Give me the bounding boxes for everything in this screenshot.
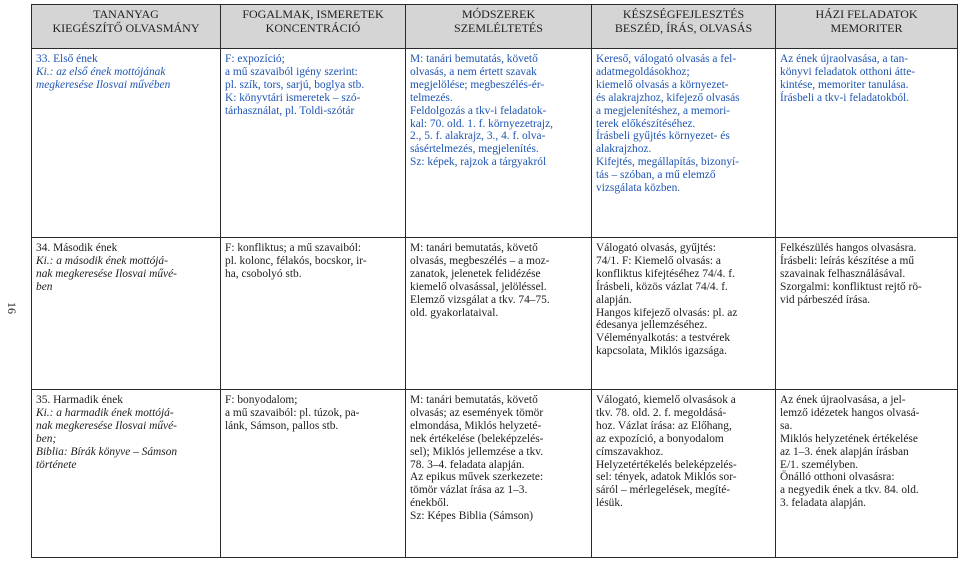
text-line: vizsgálata közben. <box>596 182 681 195</box>
text-line: konfliktus kifejtéséhez 74/4. f. <box>596 267 735 280</box>
text-line: zanatok, jelenetek felidézése <box>410 267 541 280</box>
reading-line: nak megkeresése Ilosvai művé- <box>36 267 177 280</box>
text-line: Írásbeli, közös vázlat 74/4. f. <box>596 280 728 293</box>
text-line: az expozíció, a bonyodalom <box>596 432 724 445</box>
cell-methods <box>406 49 592 238</box>
cell-material <box>32 49 221 238</box>
reading-line: ben; <box>36 432 57 445</box>
text-line: Az ének újraolvasása, a tan- <box>780 53 909 65</box>
text-line: sáról – mérlegelések, megíté- <box>596 484 731 497</box>
text-line: adatmegoldásokhoz; <box>596 65 690 78</box>
cell-methods <box>406 390 592 558</box>
cell-homework <box>776 49 958 238</box>
reading-line: ben <box>36 280 53 293</box>
text-line: kal: 70. old. 1. f. környezetrajz, <box>410 117 553 130</box>
text-line: 3. feladata alapján. <box>780 497 867 510</box>
reading-line: története <box>36 458 77 471</box>
text-line: Feldolgozás a tkv-i feladatok- <box>410 104 547 117</box>
header-methods <box>406 5 592 49</box>
text-line: telmezés. <box>410 91 453 104</box>
text-line: M: tanári bemutatás, követő <box>410 242 538 254</box>
text-line: Sz: Képes Biblia (Sámson) <box>410 510 534 523</box>
text-line: elmondása, Miklós helyzeté- <box>410 419 542 432</box>
text-line: énekből. <box>410 497 449 510</box>
text-line: tás – szóban, a mű elemző <box>596 169 716 182</box>
header-line: MÓDSZEREK <box>461 7 536 21</box>
text-line: Kereső, válogató olvasás a fel- <box>596 53 737 65</box>
text-line: Szorgalmi: konfliktust rejtő rö- <box>780 280 922 293</box>
text-line: megjelölése; megbeszélés-ér- <box>410 78 545 91</box>
text-line: címszavakhoz. <box>596 445 664 458</box>
header-line: MEMORITER <box>830 20 903 35</box>
cell-skills <box>592 238 776 390</box>
cell-material <box>32 238 221 390</box>
text-line: K: könyvtári ismeretek – szó- <box>225 91 361 104</box>
text-line: terek előkészítéséhez. <box>596 117 696 130</box>
text-line: olvasás; az események tömör <box>410 406 544 419</box>
cell-concepts <box>221 49 406 238</box>
reading-line: Ki.: a második ének mottójá- <box>36 254 168 267</box>
text-line: F: bonyodalom; <box>225 394 298 406</box>
text-line: lésük. <box>596 497 623 510</box>
text-line: sel: tények, adatok Miklós sor- <box>596 471 737 484</box>
header-line: TANANYAG <box>93 7 159 21</box>
lesson-title: 33. Első ének <box>36 53 98 65</box>
header-line: SZEMLÉLTETÉS <box>454 20 543 35</box>
text-line: Véleményalkotás: a testvérek <box>596 332 731 345</box>
header-line: KIEGÉSZÍTŐ OLVASMÁNY <box>52 20 200 35</box>
text-line: M: tanári bemutatás, követő <box>410 53 538 65</box>
text-line: könyvi feladatok otthoni átte- <box>780 65 916 78</box>
text-line: tkv. 78. old. 2. f. megoldásá- <box>596 406 727 419</box>
text-line: Miklós helyzetének értékelése <box>780 432 918 445</box>
text-line: sa. <box>780 419 793 432</box>
header-skills <box>592 5 776 49</box>
text-line: olvasás, a nem értett szavak <box>410 65 537 78</box>
text-line: Helyzetértékelés beleképzelés- <box>596 458 737 471</box>
cell-methods <box>406 238 592 390</box>
text-line: 78. 3–4. feladata alapján. <box>410 458 525 471</box>
text-line: pl. szík, tors, sarjú, boglya stb. <box>225 78 365 91</box>
text-line: vid párbeszéd írása. <box>780 293 871 306</box>
text-line: Válogató olvasás, gyűjtés: <box>596 242 716 254</box>
text-line: tárhasználat, pl. Toldi-szótár <box>225 104 355 117</box>
text-line: kiemelő olvasás a környezet- <box>596 78 729 91</box>
text-line: Felkészülés hangos olvasásra. <box>780 242 917 254</box>
text-line: Írásbeli a tkv-i feladatokból. <box>780 91 910 104</box>
text-line: kintése, memoriter tanulása. <box>780 78 909 91</box>
text-line: alakrajzhoz. <box>596 143 652 156</box>
header-material <box>32 5 221 49</box>
text-line: Hangos kifejező olvasás: pl. az <box>596 306 738 319</box>
text-line: 2., 5. f. alakrajz, 3., 4. f. olva- <box>410 130 546 143</box>
text-line: old. gyakorlataival. <box>410 306 499 319</box>
text-line: Írásbeli: leírás készítése a mű <box>780 254 915 267</box>
text-line: Sz: képek, rajzok a tárgyakról <box>410 156 547 169</box>
header-concepts <box>221 5 406 49</box>
reading-line: Ki.: az első ének mottójának <box>36 65 166 78</box>
cell-concepts <box>221 238 406 390</box>
header-line: BESZÉD, ÍRÁS, OLVASÁS <box>614 20 753 35</box>
text-line: Önálló otthoni olvasásra: <box>780 471 895 484</box>
text-line: E/1. személyben. <box>780 458 859 471</box>
text-line: sel); Miklós jellemzése a tkv. <box>410 445 544 458</box>
header-line: KÉSZSÉGFEJLESZTÉS <box>622 7 745 21</box>
text-line: kapcsolata, Miklós igazsága. <box>596 345 727 358</box>
text-line: a mű szavaiból: pl. túzok, pa- <box>225 406 360 419</box>
text-line: szavainak felhasználásával. <box>780 267 906 280</box>
text-line: Az epikus művek szerkezete: <box>410 471 544 484</box>
text-line: Elemző vizsgálat a tkv. 74–75. <box>410 293 550 306</box>
text-line: a mű szavaiból igény szerint: <box>225 65 358 78</box>
cell-homework <box>776 390 958 558</box>
lesson-title: 34. Második ének <box>36 242 118 254</box>
header-line: KONCENTRÁCIÓ <box>265 20 361 35</box>
text-line: a negyedik ének a tkv. 84. old. <box>780 484 919 497</box>
text-line: M: tanári bemutatás, követő <box>410 394 538 406</box>
text-line: Az ének újraolvasása, a jel- <box>780 394 906 406</box>
text-line: ha, csobolyó stb. <box>225 267 302 280</box>
reading-line: nak megkeresése Ilosvai művé- <box>36 419 177 432</box>
cell-skills <box>592 49 776 238</box>
lesson-plan-table <box>31 4 958 558</box>
text-line: lánk, Sámson, pallos stb. <box>225 419 339 432</box>
text-line: és alakrajzhoz, kifejező olvasás <box>596 91 740 104</box>
header-line: HÁZI FELADATOK <box>815 7 918 21</box>
text-line: F: konfliktus; a mű szavaiból: <box>225 242 362 254</box>
reading-line: Biblia: Bírák könyve – Sámson <box>36 445 178 458</box>
text-line: 74/1. F: Kiemelő olvasás: a <box>596 254 721 267</box>
header-homework <box>776 5 958 49</box>
text-line: a megjelenítéshez, a memori- <box>596 104 731 117</box>
header-line: FOGALMAK, ISMERETEK <box>242 7 384 21</box>
text-line: olvasás, megbeszélés – a moz- <box>410 254 550 267</box>
cell-concepts <box>221 390 406 558</box>
text-line: Írásbeli gyűjtés környezet- és <box>596 130 730 143</box>
text-line: sásértelmezés, megjelenítés. <box>410 143 539 156</box>
table-row <box>32 238 958 390</box>
text-line: édesanya jellemzéséhez. <box>596 319 708 332</box>
text-line: lemző idézetek hangos olvasá- <box>780 406 920 419</box>
reading-line: megkeresése Ilosvai művében <box>36 78 171 91</box>
text-line: az 1–3. ének alapján írásban <box>780 445 909 458</box>
lesson-title: 35. Harmadik ének <box>36 394 123 406</box>
table-row <box>32 390 958 558</box>
text-line: tömör vázlat írása az 1–3. <box>410 484 528 497</box>
table-row <box>32 49 958 238</box>
cell-homework <box>776 238 958 390</box>
cell-skills <box>592 390 776 558</box>
text-line: alapján. <box>596 293 632 306</box>
text-line: pl. kolonc, félakós, bocskor, ir- <box>225 254 367 267</box>
page-number: 16 <box>5 302 19 314</box>
header-row <box>32 5 958 49</box>
text-line: Válogató, kiemelő olvasások a <box>596 394 736 406</box>
text-line: kiemelő olvasással, jelöléssel. <box>410 280 547 293</box>
cell-material <box>32 390 221 558</box>
text-line: nek értékelése (beleképzelés- <box>410 432 544 445</box>
text-line: Kifejtés, megállapítás, bizonyí- <box>596 156 739 169</box>
text-line: hoz. Vázlat írása: az Előhang, <box>596 419 732 432</box>
reading-line: Ki.: a harmadik ének mottójá- <box>36 406 174 419</box>
text-line: F: expozíció; <box>225 53 285 65</box>
